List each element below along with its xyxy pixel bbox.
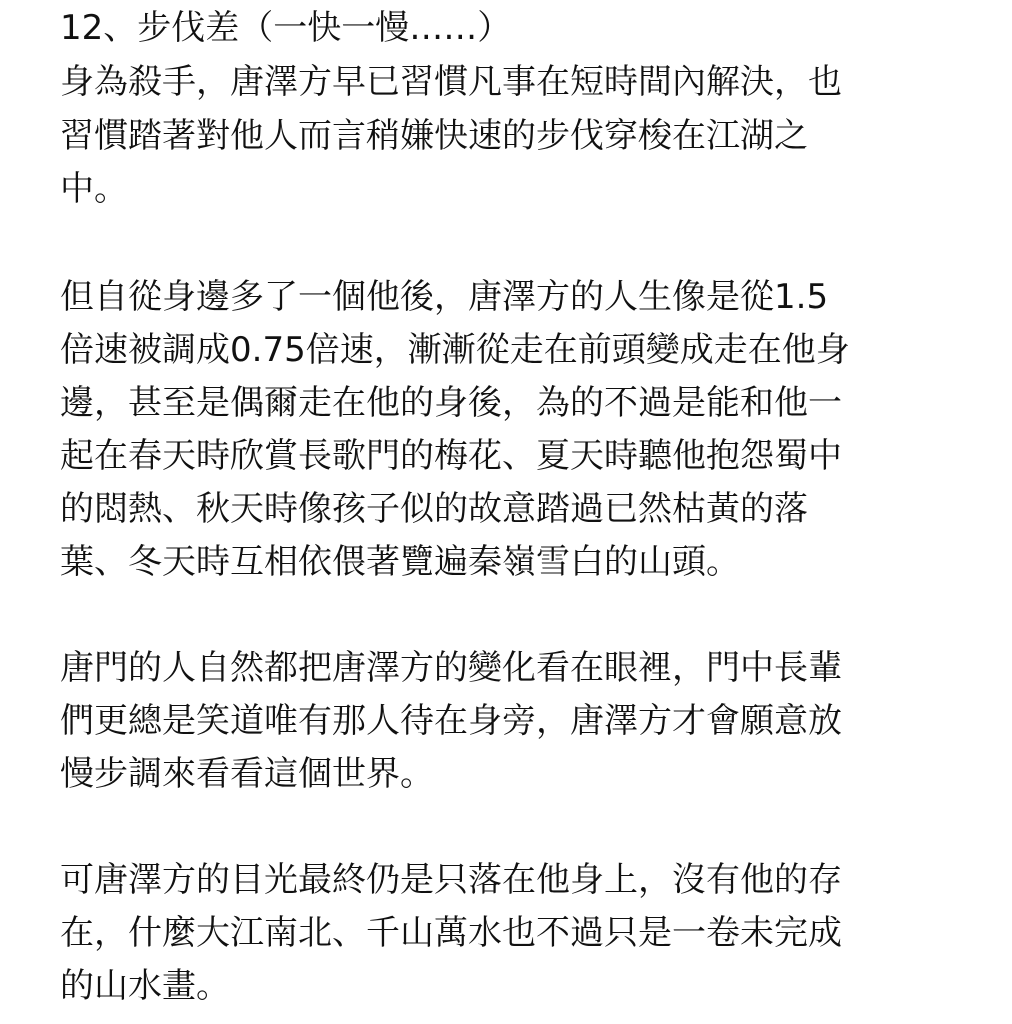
- paragraph-2-line-6: 葉、冬天時互相依偎著覽遍秦嶺雪白的山頭。: [60, 542, 740, 582]
- paragraph-1-line-1: 身為殺手，唐澤方早已習慣凡事在短時間內解決，也: [60, 62, 842, 102]
- paragraph-3-line-3: 慢步調來看看這個世界。: [60, 754, 434, 794]
- paragraph-3-line-2: 們更總是笑道唯有那人待在身旁，唐澤方才會願意放: [60, 701, 842, 741]
- document-title: 12、步伐差（一快一慢……）: [60, 8, 512, 48]
- paragraph-2-line-3: 邊，甚至是偶爾走在他的身後，為的不過是能和他一: [60, 383, 842, 423]
- paragraph-1-line-3: 中。: [60, 169, 128, 209]
- paragraph-3-line-1: 唐門的人自然都把唐澤方的變化看在眼裡，門中長輩: [60, 648, 842, 688]
- paragraph-1-line-2: 習慣踏著對他人而言稍嫌快速的步伐穿梭在江湖之: [60, 116, 808, 156]
- paragraph-2-line-4: 起在春天時欣賞長歌門的梅花、夏天時聽他抱怨蜀中: [60, 436, 842, 476]
- paragraph-4-line-1: 可唐澤方的目光最終仍是只落在他身上，沒有他的存: [60, 860, 842, 900]
- paragraph-2-line-5: 的悶熱、秋天時像孩子似的故意踏過已然枯黃的落: [60, 489, 808, 529]
- paragraph-4-line-3: 的山水畫。: [60, 966, 230, 1006]
- paragraph-4-line-2: 在，什麼大江南北、千山萬水也不過只是一卷未完成: [60, 913, 842, 953]
- paragraph-2-line-2: 倍速被調成0.75倍速，漸漸從走在前頭變成走在他身: [60, 330, 850, 370]
- paragraph-2-line-1: 但自從身邊多了一個他後，唐澤方的人生像是從1.5: [60, 277, 829, 317]
